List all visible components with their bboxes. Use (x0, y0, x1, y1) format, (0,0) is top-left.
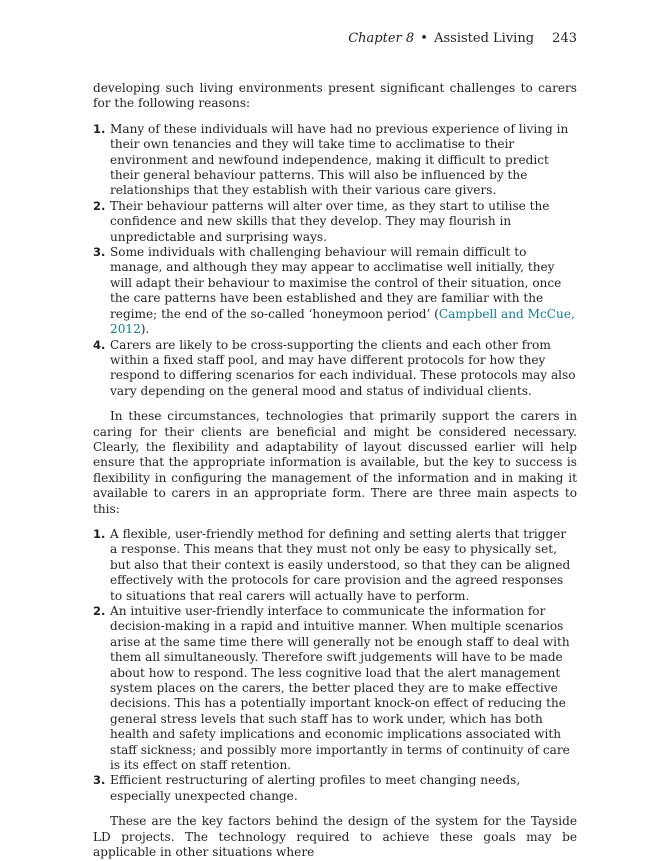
list-item-number: 1. (93, 121, 106, 136)
list-item-text: Many of these individuals will have had no previous experience of living in their own tenancies and they will take time to acclimatise to their environment and newfound independence, making it difficult to predict their general behaviour patterns. This will also be influenced by the relationships that they establish with their various care givers. (110, 121, 569, 198)
list-item-text: An intuitive user-friendly interface to communicate the information for decision-making in a rapid and intuitive manner. When multiple scenarios arise at the same time there will generally not be enough staff to deal with them all simultaneously. Therefore swift judgements will have to be made about how to respond. The less cognitive load that the alert management system places on the carers, the better placed they are to make effective decisions. This has a potentially important knock-on effect of reducing the general stress levels that such staff has to work under, which has both health and safety implications and economic implications associated with staff sickness; and possibly more importantly in terms of continuity of care is its effect on staff retention. (110, 604, 570, 773)
chapter-label: Chapter 8 (348, 31, 415, 46)
list-item-number: 3. (93, 245, 106, 260)
list-item (93, 245, 577, 337)
list-item-text: Some individuals with challenging behaviour will remain difficult to manage, and although they may appear to acclimatise well initially, they will adapt their behaviour to maximise the control of their situation, once the care patterns have been established and they are familiar with the regime; the end of the so-called ‘honeymoon period’ ( (110, 245, 562, 321)
challenges-list (93, 122, 577, 399)
page-number: 243 (552, 31, 577, 46)
header-separator: • (420, 31, 428, 46)
list-item-text: Carers are likely to be cross-supporting the clients and each other from within a fixed staff pool, and may have different protocols for how they respond to differing scenarios for each individual. These protocols may also vary depending on the general mood and status of individual clients. (110, 337, 576, 398)
list-item-text: A flexible, user-friendly method for defining and setting alerts that trigger a response. This means that they must not only be easy to physically set, but also that their context is easily understood, so that they can be aligned effectively with the protocols for care provision and the agreed responses to situations that real carers will actually have to perform. (110, 526, 571, 603)
list-item (93, 338, 577, 400)
section-title: Assisted Living (434, 31, 535, 46)
running-header (348, 31, 577, 47)
body-paragraph: In these circumstances, technologies that primarily support the carers in caring for their clients are beneficial and might be considered necessary. Clearly, the flexibility and adaptability of layout discussed earlier will help ensure that the appropriate information is available, but the key to success is flexibility in configuring the management of the information and in making it available to carers in an appropriate form. There are three main aspects to this: (93, 409, 577, 516)
list-item-number: 2. (93, 604, 106, 618)
list-item-text-end: ). (140, 322, 150, 337)
aspects-list (93, 527, 577, 804)
list-item-number: 3. (93, 773, 106, 788)
list-item-text: Their behaviour patterns will alter over time, as they start to utilise the confidence and new skills that they develop. They may flourish in unpredictable and surprising ways. (110, 198, 550, 244)
intro-paragraph: developing such living environments present significant challenges to carers for the following reasons: (93, 81, 577, 111)
list-item (93, 199, 577, 245)
page-body (93, 81, 577, 861)
list-item (93, 604, 577, 773)
list-item-number: 4. (93, 337, 106, 352)
list-item-number: 1. (93, 526, 106, 541)
closing-paragraph: These are the key factors behind the design of the system for the Tayside LD projects. The technology required to achieve these goals may be applicable in other situations where (93, 814, 577, 860)
list-item (93, 527, 577, 604)
citation-link[interactable]: Campbell and McCue, 2012 (110, 306, 575, 337)
list-item (93, 122, 577, 199)
list-item-text: Efficient restructuring of alerting profiles to meet changing needs, especially unexpected change. (110, 773, 521, 803)
list-item-number: 2. (93, 198, 106, 213)
